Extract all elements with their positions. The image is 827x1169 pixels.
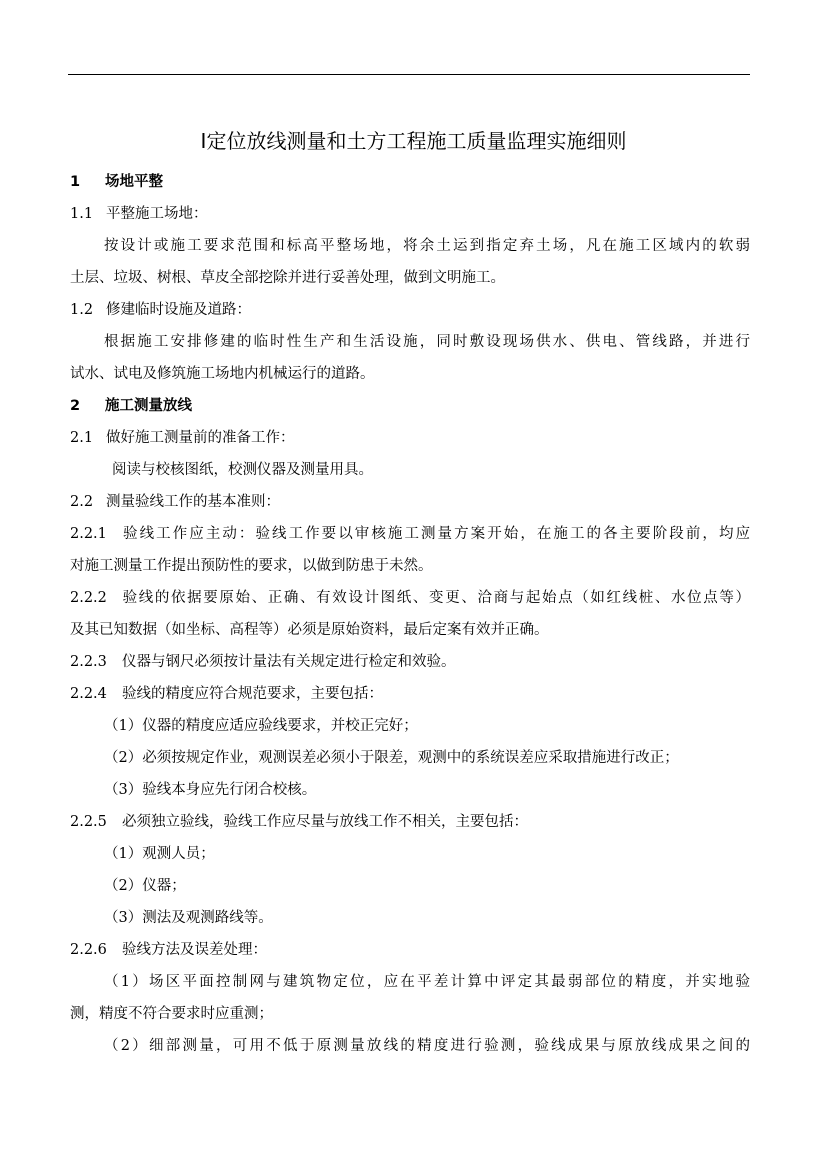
list-item: （3）验线本身应先行闭合校核。 xyxy=(104,782,317,798)
paragraph-line: 根据施工安排修建的临时性生产和生活设施，同时敷设现场供水、供电、管线路，并进行 xyxy=(104,334,750,350)
list-item: （1）观测人员； xyxy=(104,846,215,862)
paragraph-line: 土层、垃圾、树根、草皮全部挖除并进行妥善处理，做到文明施工。 xyxy=(70,270,505,286)
subsection-title: 测量验线工作的基本准则： xyxy=(106,494,280,510)
list-item: （2）必须按规定作业，观测误差必须小于限差，观测中的系统误差应采取措施进行改正； xyxy=(104,750,679,766)
subsection-title: 做好施工测量前的准备工作： xyxy=(106,430,295,446)
subsection-number: 1.2 xyxy=(70,302,94,318)
clause-number: 2.2.4 xyxy=(70,686,107,702)
paragraph-line: 试水、试电及修筑施工场地内机械运行的道路。 xyxy=(70,366,375,382)
clause-text: 验线的精度应符合规范要求，主要包括： xyxy=(122,686,383,702)
paragraph-line: 阅读与校核图纸，校测仪器及测量用具。 xyxy=(112,462,373,478)
paragraph-line: （2）细部测量，可用不低于原测量放线的精度进行验测，验线成果与原放线成果之间的 xyxy=(104,1038,750,1054)
subsection-number: 1.1 xyxy=(70,206,94,222)
clause-text: 仪器与钢尺必须按计量法有关规定进行检定和效验。 xyxy=(122,654,456,670)
document-body xyxy=(70,166,750,1062)
section-title: 施工测量放线 xyxy=(105,398,192,414)
clause-line xyxy=(70,678,750,710)
clause-line xyxy=(70,518,750,550)
subsection-heading xyxy=(70,422,750,454)
clause-number: 2.2.2 xyxy=(70,590,107,606)
clause-line xyxy=(70,806,750,838)
subsection-number: 2.2 xyxy=(70,494,94,510)
clause-text: 验线方法及误差处理： xyxy=(122,942,267,958)
clause-line xyxy=(70,582,750,614)
list-item: （2）仪器； xyxy=(104,878,186,894)
paragraph-line: 按设计或施工要求范围和标高平整场地，将余土运到指定弃土场，凡在施工区域内的软弱 xyxy=(104,238,750,254)
section-number: 1 xyxy=(70,174,81,190)
paragraph-line: （1）场区平面控制网与建筑物定位，应在平差计算中评定其最弱部位的精度，并实地验 xyxy=(104,974,750,990)
subsection-heading xyxy=(70,294,750,326)
section-number: 2 xyxy=(70,398,81,414)
document-title: Ⅰ定位放线测量和土方工程施工质量监理实施细则 xyxy=(200,129,627,153)
subsection-heading xyxy=(70,198,750,230)
list-item: （3）测法及观测路线等。 xyxy=(104,910,273,926)
clause-text: 必须独立验线，验线工作应尽量与放线工作不相关，主要包括： xyxy=(122,814,528,830)
clause-line: 对施工测量工作提出预防性的要求，以做到防患于未然。 xyxy=(70,558,433,574)
clause-number: 2.2.6 xyxy=(70,942,107,958)
clause-text: 验线工作应主动：验线工作要以审核施工测量方案开始，在施工的各主要阶段前，均应 xyxy=(121,526,750,542)
clause-line: 及其已知数据（如坐标、高程等）必须是原始资料，最后定案有效并正确。 xyxy=(70,622,549,638)
list-item: （1）仪器的精度应适应验线要求，并校正完好； xyxy=(104,718,418,734)
section-title: 场地平整 xyxy=(105,174,163,190)
subsection-number: 2.1 xyxy=(70,430,94,446)
clause-number: 2.2.1 xyxy=(70,526,107,542)
header-rule xyxy=(68,74,750,75)
subsection-title: 平整施工场地： xyxy=(106,206,208,222)
clause-number: 2.2.3 xyxy=(70,654,107,670)
clause-text: 验线的依据要原始、正确、有效设计图纸、变更、洽商与起始点（如红线桩、水位点等） xyxy=(121,590,750,606)
clause-number: 2.2.5 xyxy=(70,814,107,830)
section-heading xyxy=(70,390,750,422)
subsection-heading xyxy=(70,486,750,518)
clause-line xyxy=(70,646,750,678)
clause-line xyxy=(70,934,750,966)
subsection-title: 修建临时设施及道路： xyxy=(106,302,251,318)
section-heading xyxy=(70,166,750,198)
paragraph-line: 测，精度不符合要求时应重测； xyxy=(70,1006,273,1022)
